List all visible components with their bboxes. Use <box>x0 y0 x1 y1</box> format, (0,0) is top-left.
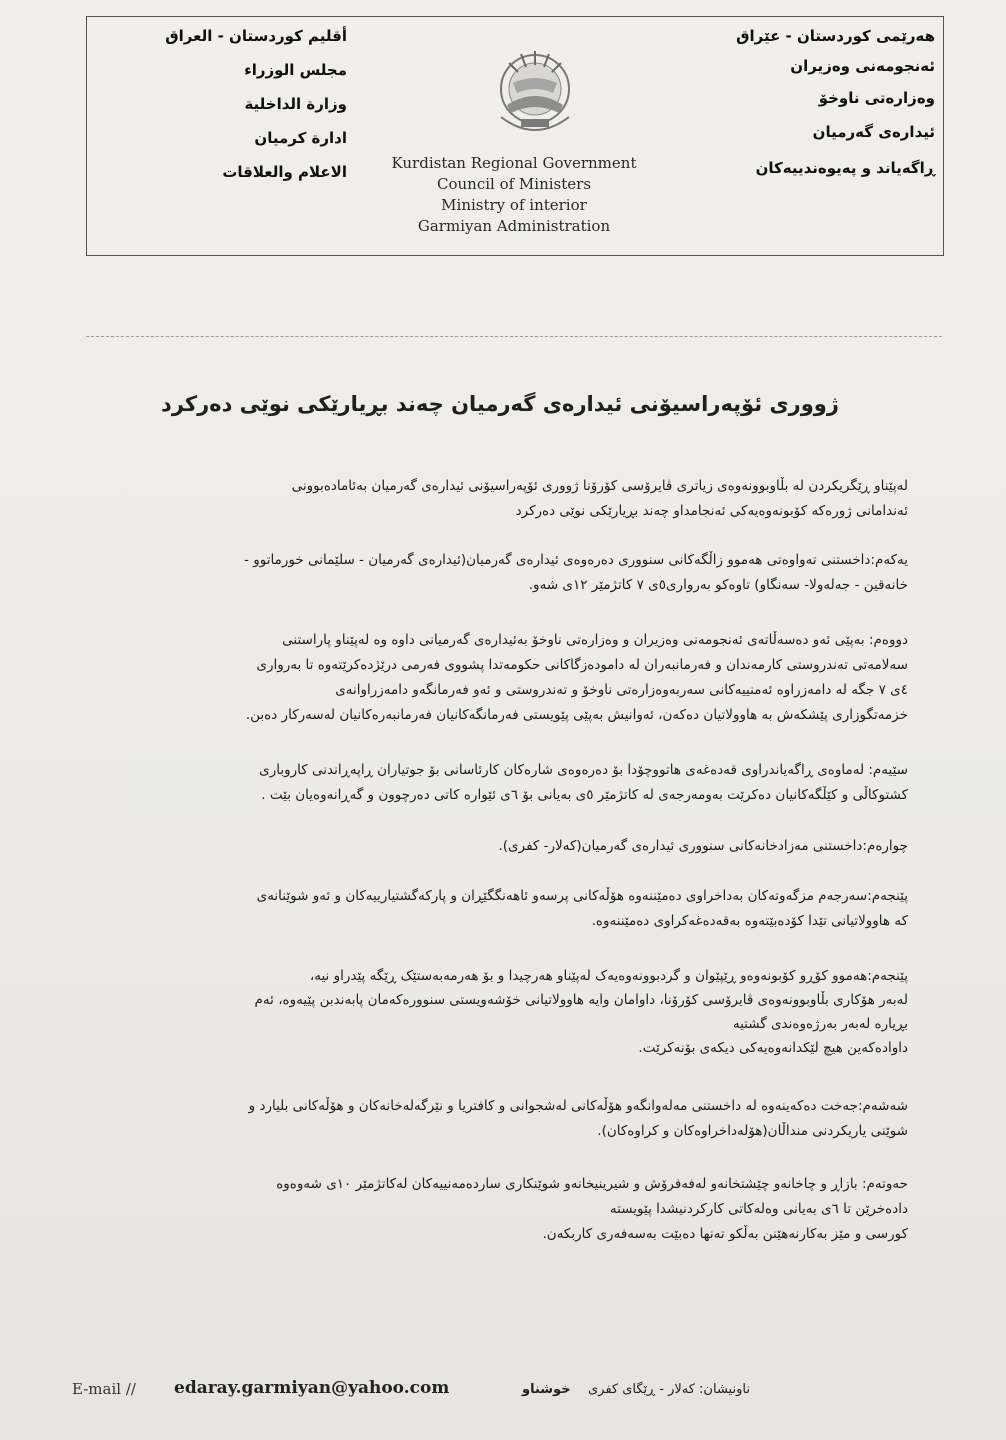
text-line: چوارەم:داخستنی مەزادخانەکانی سنووری ئیدارەی گەرمیان(کەلار- کفری). <box>498 838 908 854</box>
arabic-line: أقليم كوردستان - العراق <box>165 27 347 45</box>
english-line: Council of Ministers <box>436 175 592 193</box>
text-line: پێنجەم:هەموو کۆڕو کۆبونەوەو ڕێپێوان و گردبوونەوەیەک لەپێناو هەرچیدا و بۆ هەرمەبەستێک ڕێگە پێدراو نیە، <box>309 968 908 984</box>
letterhead-english <box>379 153 649 237</box>
footer-name: خوشناو <box>522 1382 571 1397</box>
document-title: ژووری ئۆپەراسیۆنی ئیدارەی گەرمیان چەند بڕیارێکی نوێی دەرکرد <box>161 392 839 416</box>
arabic-line: الاعلام والعلاقات <box>222 163 347 181</box>
kurdish-line: ڕاگەیاند و پەیوەندییەکان <box>755 159 935 177</box>
krg-emblem-icon <box>487 43 583 151</box>
arabic-line: ادارة كرميان <box>254 129 347 147</box>
text-line: لەپێناو ڕێگریکردن لە بڵاوبوونەوەی زیاتری ڤایرۆسی کۆرۆنا ژووری ئۆپەراسیۆنی ئیدارەی گەرمیان بەئامادەبوونی <box>291 478 908 494</box>
kurdish-line: وەزارەتی ناوخۆ <box>818 89 935 107</box>
letterhead <box>86 16 944 256</box>
text-line: سێیەم: لەماوەی ڕاگەیاندراوی قەدەغەی هاتووچۆدا بۆ دەرەوەی شارەکان کارئاسانی بۆ جوتیاران ڕاپەڕاندنی کاروباری <box>259 762 908 778</box>
text-line: خانەقین - جەلەولا- سەنگاو) تاوەکو بەرواری٥ی ٧ کاتژمێر ١٢ی شەو. <box>528 577 908 593</box>
text-line: لەبەر هۆکاری بڵاوبوونەوەی ڤایرۆسی کۆرۆنا، داوامان وایە هاوولاتیانی خۆشەویستی سنوورەکەمان پابەندبن پێیەوە، ئەم <box>254 992 908 1008</box>
text-line: پێنجەم:سەرجەم مزگەوتەکان بەداخراوی دەمێننەوە هۆڵەکانی پرسەو ئاهەنگگێڕان و پارکەگشتیارییەکان و ئەو شوێنانەی <box>256 888 908 904</box>
email-address: edaray.garmiyan@yahoo.com <box>174 1378 450 1398</box>
header-divider <box>86 336 942 337</box>
text-line: بڕیارە لەبەر بەرژەوەندی گشتیە <box>732 1016 908 1032</box>
text-line: سەلامەتی تەندروستی کارمەندان و فەرمانبەران لە دامودەزگاکانی حکومەتدا پشووی فەرمی درێژدەکرێتەوە تا بەرواری <box>256 657 908 673</box>
text-line: شەشەم:جەخت دەکەینەوە لە داخستنی مەلەوانگەو هۆڵەکانی لەشجوانی و کافتریا و نێرگەلەخانەکان و هۆڵەکانی بلیارد و <box>248 1098 908 1114</box>
english-line: Garmiyan Administration <box>417 217 611 235</box>
text-line: کورسی و مێز بەکارنەهێنن بەڵکو تەنها دەبێت بەسەفەری کاربکەن. <box>542 1226 908 1242</box>
text-line: ٤ی ٧ جگە لە دامەزراوە ئەمنییەکانی سەربەوەزارەتی ناوخۆ و تەندروستی و ئەو فەرمانگەو دامەزراوانەی <box>335 682 908 698</box>
kurdish-line: ئەنجومەنی وەزیران <box>790 57 935 75</box>
kurdish-line: ئیدارەی گەرمیان <box>812 123 935 141</box>
email-label: E-mail // <box>72 1380 136 1398</box>
text-line: دادەخرێن تا ٦ی بەیانی وەلەکاتی کارکردنیشدا پێویستە <box>609 1201 908 1217</box>
kurdish-line: هەرێمی کوردستان - عێراق <box>736 27 935 45</box>
footer-address: ناونیشان: کەلار - ڕێگای کفری <box>588 1382 750 1397</box>
text-line: خزمەتگوزاری پێشکەش بە هاوولاتیان دەکەن، ئەوانیش بەپێی پێویستی فەرمانگەکانیان فەرمانبەرەکانیان لەسەرکار دەبن. <box>245 707 908 723</box>
english-line: Kurdistan Regional Government <box>391 154 637 172</box>
text-line: کە هاوولاتیانی تێدا کۆدەبێتەوە بەقەدەغەکراوی دەمێننەوە. <box>591 913 908 929</box>
text-line: کشتوکاڵی و کێڵگەکانیان دەکرێت بەومەرجەی لە کاتژمێر ٥ی بەیانی بۆ ٦ی ئێوارە کاتی دەرچوون و گەڕانەوەیان بێت . <box>261 787 908 803</box>
text-line: حەوتەم: بازاڕ و چاخانەو چێشتخانەو لەفەفرۆش و شیرینیخانەو شوێنکاری ساردەمەنییەکان لەکاتژمێر ١٠ی شەوەوە <box>276 1176 908 1192</box>
arabic-line: وزارة الداخلية <box>244 95 347 113</box>
english-line: Ministry of interior <box>441 196 587 214</box>
text-line: داوادەکەین هیچ لێکدانەوەیەکی دیکەی بۆنەکرێت. <box>638 1040 908 1056</box>
text-line: دووەم: بەپێی ئەو دەسەڵاتەی ئەنجومەنی وەزیران و وەزارەتی ناوخۆ بەئیدارەی گەرمیانی داوە وە لەپێناو پاراستنی <box>282 632 908 648</box>
arabic-line: مجلس الوزراء <box>244 61 347 79</box>
text-line: شوێنی یاریکردنی منداڵان(هۆلەداخراوەکان و کراوەکان). <box>597 1123 908 1139</box>
text-line: یەکەم:داخستنی تەواوەتی هەموو زاڵگەکانی سنووری دەرەوەی ئیدارەی گەرمیان(ئیدارەی گەرمیان - سلێمانی خورماتوو - <box>244 552 908 568</box>
footer <box>72 1380 952 1410</box>
text-line: ئەندامانی ژورەکە کۆبونەوەیەکی ئەنجامداو چەند بڕیارێکی نوێی دەرکرد <box>515 503 908 519</box>
